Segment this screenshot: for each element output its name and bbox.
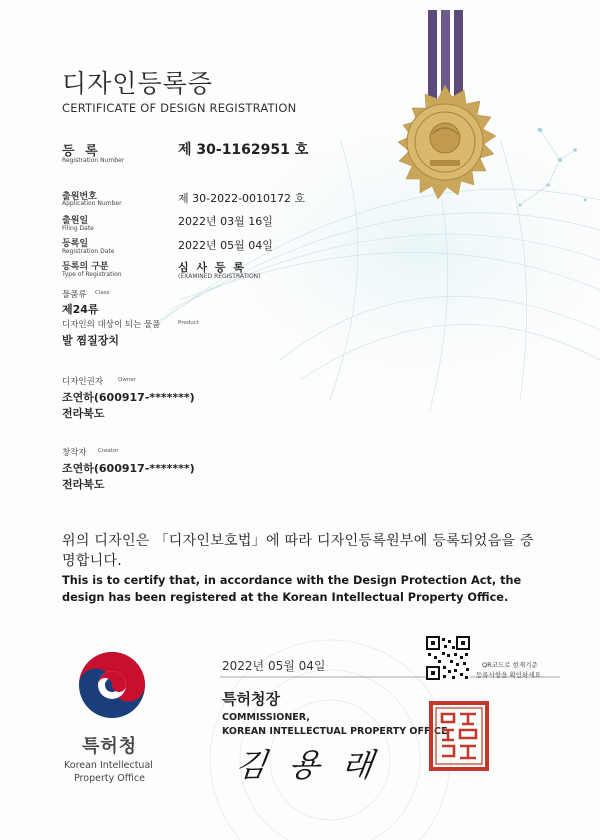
type-value: 심 사 등 록 xyxy=(178,261,246,274)
application-label: 출원번호 xyxy=(62,192,97,202)
type-value-en: (EXAMINED REGISTRATION) xyxy=(178,273,261,280)
creator-label-en: Creator xyxy=(98,448,119,454)
statement-english: This is to certify that, in accordance with the Design Protection Act, the design has been registered at the Korean Intellectual Property Office. xyxy=(62,574,522,604)
commissioner-title: COMMISSIONER, xyxy=(222,712,310,723)
title-english: CERTIFICATE OF DESIGN REGISTRATION xyxy=(62,101,297,115)
owner-label-en: Owner xyxy=(118,377,136,383)
office-name-korean: 특허청 xyxy=(82,736,138,757)
class-label-en: Class xyxy=(95,290,110,296)
registration-date-label: 등록일 xyxy=(62,239,89,249)
title-korean: 디자인등록증 xyxy=(62,69,213,98)
class-label: 물품류 xyxy=(62,290,87,300)
gold-seal xyxy=(390,10,530,210)
creator-label: 창작자 xyxy=(62,448,87,458)
class-value: 제24류 xyxy=(62,303,99,316)
product-label-en: Product xyxy=(178,320,199,326)
commissioner-office: KOREAN INTELLECTUAL PROPERTY OFFICE xyxy=(222,726,448,737)
statement-korean: 위의 디자인은 「디자인보호법」에 따라 디자인등록원부에 등록되었음을 증명합니다. xyxy=(62,533,534,569)
office-name-english-line1: Korean Intellectual xyxy=(64,760,153,771)
application-label-en: Application Number xyxy=(62,200,122,207)
office-name-english-line2: Property Office xyxy=(74,773,145,784)
registration-number: 제 30-1162951 호 xyxy=(178,142,309,158)
commissioner-korean: 특허청장 xyxy=(222,690,280,708)
registration-label: 등 록 xyxy=(62,144,101,159)
owner-label: 디자인권자 xyxy=(62,377,104,387)
filing-label-en: Filing Date xyxy=(62,225,94,232)
filing-label: 출원일 xyxy=(62,216,89,226)
qr-note-line1: QR코드로 현재기준 xyxy=(482,661,538,669)
type-label-en: Type of Registration xyxy=(62,271,122,278)
owner-name: 조연하(600917-*******) xyxy=(62,391,195,404)
creator-name: 조연하(600917-*******) xyxy=(62,462,195,475)
qr-code-icon xyxy=(426,636,470,680)
product-label: 디자인의 대상이 되는 물품 xyxy=(62,320,161,330)
product-value: 발 찜질장치 xyxy=(62,334,119,347)
official-stamp xyxy=(428,700,490,772)
registration-date-label-en: Registration Date xyxy=(62,248,115,255)
application-number: 제 30-2022-0010172 호 xyxy=(178,192,306,205)
type-label: 등록의 구분 xyxy=(62,262,109,272)
taegeuk-logo-icon xyxy=(77,650,147,720)
registration-label-en: Registration Number xyxy=(62,157,125,164)
issue-date: 2022년 05월 04일 xyxy=(222,659,326,673)
signature: 김 용 래 xyxy=(233,746,382,784)
creator-region: 전라북도 xyxy=(62,478,105,491)
registration-date: 2022년 05월 04일 xyxy=(178,239,273,252)
owner-region: 전라북도 xyxy=(62,407,105,420)
filing-date: 2022년 03월 16일 xyxy=(178,215,273,228)
qr-note-line2: 등록사항을 확인하세요 xyxy=(476,671,541,679)
